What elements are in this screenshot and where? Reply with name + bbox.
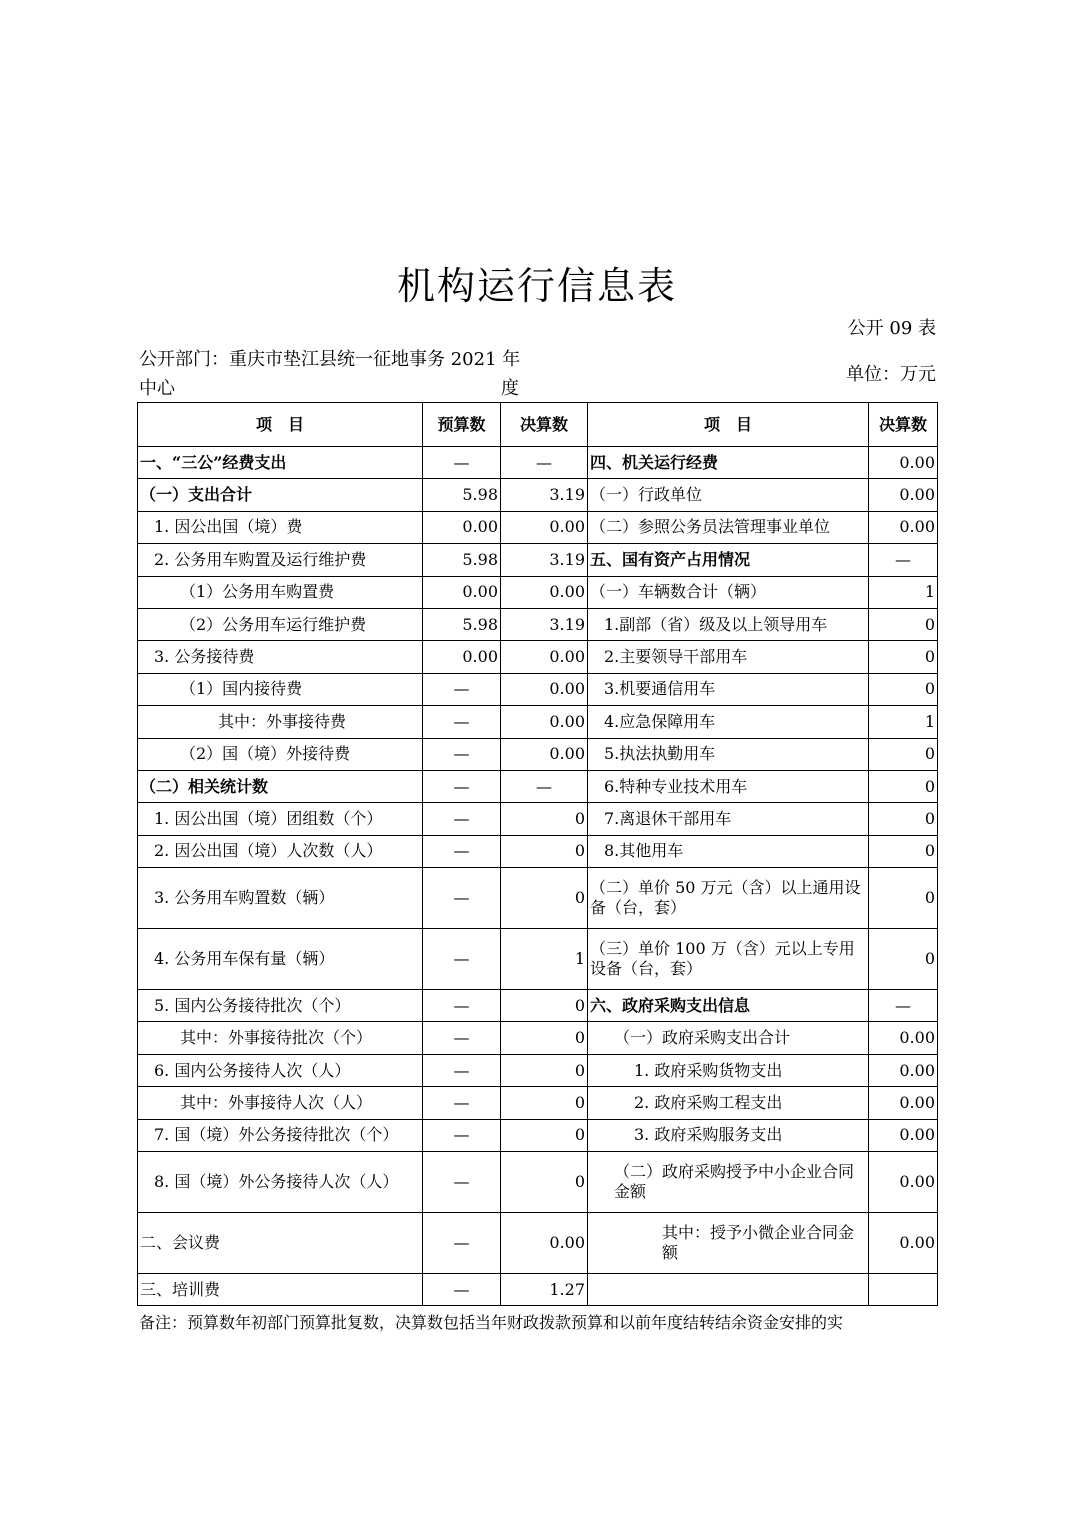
row-budget: —: [423, 738, 501, 770]
row-final: —: [501, 447, 588, 479]
row-final: 0.00: [501, 1213, 588, 1274]
row-label: （1）公务用车购置费: [138, 576, 423, 608]
right-label: 1.副部（省）级及以上领导用车: [588, 608, 869, 640]
right-value: —: [869, 990, 938, 1022]
right-value: 0: [869, 803, 938, 835]
right-value: 0: [869, 770, 938, 802]
row-budget: —: [423, 835, 501, 867]
right-value: 0: [869, 673, 938, 705]
right-label: 五、国有资产占用情况: [588, 544, 869, 576]
row-final: 0.00: [501, 511, 588, 543]
row-budget: —: [423, 770, 501, 802]
row-label: 其中：外事接待批次（个）: [138, 1022, 423, 1054]
row-label: 3. 公务用车购置数（辆）: [138, 868, 423, 929]
row-budget: —: [423, 1213, 501, 1274]
header-final-right: 决算数: [869, 403, 938, 447]
row-final: 0: [501, 1054, 588, 1086]
table-row: [138, 1152, 938, 1213]
row-budget: —: [423, 990, 501, 1022]
table-row: [138, 990, 938, 1022]
row-label: 8. 国（境）外公务接待人次（人）: [138, 1152, 423, 1213]
right-label: 3. 政府采购服务支出: [588, 1119, 869, 1151]
row-budget: —: [423, 1274, 501, 1306]
table-row: [138, 576, 938, 608]
row-label: （2）公务用车运行维护费: [138, 608, 423, 640]
table-row: [138, 929, 938, 990]
row-final: 3.19: [501, 544, 588, 576]
right-label: 六、政府采购支出信息: [588, 990, 869, 1022]
row-final: 0: [501, 1022, 588, 1054]
row-label: 4. 公务用车保有量（辆）: [138, 929, 423, 990]
right-value: 0.00: [869, 511, 938, 543]
row-final: 3.19: [501, 479, 588, 511]
header-budget: 预算数: [423, 403, 501, 447]
right-label: 2.主要领导干部用车: [588, 641, 869, 673]
right-value: 0.00: [869, 1213, 938, 1274]
row-budget: 0.00: [423, 641, 501, 673]
row-label: （2）国（境）外接待费: [138, 738, 423, 770]
right-label: （二）参照公务员法管理事业单位: [588, 511, 869, 543]
row-label: 二、会议费: [138, 1213, 423, 1274]
right-label: 1. 政府采购货物支出: [588, 1054, 869, 1086]
right-value: 0: [869, 641, 938, 673]
row-final: 0: [501, 803, 588, 835]
row-label: （1）国内接待费: [138, 673, 423, 705]
row-label: 3. 公务接待费: [138, 641, 423, 673]
row-label: 2. 因公出国（境）人次数（人）: [138, 835, 423, 867]
table-row: [138, 511, 938, 543]
row-budget: 0.00: [423, 576, 501, 608]
table-row: [138, 1022, 938, 1054]
form-number: 公开 09 表: [847, 318, 936, 339]
right-label: 6.特种专业技术用车: [588, 770, 869, 802]
right-label: 四、机关运行经费: [588, 447, 869, 479]
row-label: 2. 公务用车购置及运行维护费: [138, 544, 423, 576]
row-label: 三、培训费: [138, 1274, 423, 1306]
header-item-right: 项 目: [588, 403, 869, 447]
right-value: 0: [869, 608, 938, 640]
row-label: 7. 国（境）外公务接待批次（个）: [138, 1119, 423, 1151]
right-label: （一）车辆数合计（辆）: [588, 576, 869, 608]
right-label: 8.其他用车: [588, 835, 869, 867]
right-label: （三）单价 100 万（含）元以上专用设备（台，套）: [588, 929, 869, 990]
table-row: [138, 868, 938, 929]
row-label: 其中：外事接待人次（人）: [138, 1087, 423, 1119]
table-row: [138, 770, 938, 802]
row-final: —: [501, 770, 588, 802]
row-final: 0: [501, 835, 588, 867]
row-budget: 5.98: [423, 608, 501, 640]
right-label: 4.应急保障用车: [588, 706, 869, 738]
table-row: [138, 608, 938, 640]
row-final: 1: [501, 929, 588, 990]
right-value: 0.00: [869, 1054, 938, 1086]
header-item: 项 目: [138, 403, 423, 447]
row-budget: —: [423, 1022, 501, 1054]
row-final: 0.00: [501, 576, 588, 608]
row-final: 3.19: [501, 608, 588, 640]
row-budget: 0.00: [423, 511, 501, 543]
table-row: [138, 544, 938, 576]
table-row: [138, 706, 938, 738]
row-label: （一）支出合计: [138, 479, 423, 511]
department-label: 公开部门：重庆市垫江县统一征地事务 2021 年: [139, 349, 521, 370]
row-final: 0.00: [501, 706, 588, 738]
table-row: [138, 447, 938, 479]
table-row: [138, 673, 938, 705]
row-final: 0: [501, 1087, 588, 1119]
row-label: （二）相关统计数: [138, 770, 423, 802]
row-label: 一、“三公”经费支出: [138, 447, 423, 479]
right-label: 其中：授予小微企业合同金额: [588, 1213, 869, 1274]
row-final: 0.00: [501, 641, 588, 673]
right-label: 5.执法执勤用车: [588, 738, 869, 770]
right-value: 0.00: [869, 1152, 938, 1213]
table-row: [138, 1274, 938, 1306]
unit-label: 单位：万元: [846, 364, 936, 385]
row-budget: —: [423, 1152, 501, 1213]
right-value: 0.00: [869, 1119, 938, 1151]
header-final: 决算数: [501, 403, 588, 447]
right-value: 0.00: [869, 1087, 938, 1119]
right-value: 0: [869, 738, 938, 770]
row-budget: 5.98: [423, 544, 501, 576]
right-label: （二）单价 50 万元（含）以上通用设备（台，套）: [588, 868, 869, 929]
table-row: [138, 738, 938, 770]
row-budget: —: [423, 929, 501, 990]
right-value: 0.00: [869, 447, 938, 479]
row-label: 1. 因公出国（境）团组数（个）: [138, 803, 423, 835]
right-label: （二）政府采购授予中小企业合同金额: [588, 1152, 869, 1213]
right-value: 1: [869, 576, 938, 608]
page-title: 机构运行信息表: [396, 264, 677, 308]
right-label: （一）政府采购支出合计: [588, 1022, 869, 1054]
right-value: 0: [869, 835, 938, 867]
year-suffix: 度: [501, 378, 519, 399]
row-budget: —: [423, 706, 501, 738]
row-budget: —: [423, 803, 501, 835]
table-header-row: [138, 403, 938, 447]
right-label: 2. 政府采购工程支出: [588, 1087, 869, 1119]
row-final: 0.00: [501, 738, 588, 770]
row-final: 0: [501, 868, 588, 929]
row-label: 6. 国内公务接待人次（人）: [138, 1054, 423, 1086]
table-row: [138, 479, 938, 511]
right-value: [869, 1274, 938, 1306]
footnote: 备注：预算数年初部门预算批复数，决算数包括当年财政拨款预算和以前年度结转结余资金安排的实: [139, 1313, 844, 1332]
row-final: 0: [501, 1152, 588, 1213]
row-label: 1. 因公出国（境）费: [138, 511, 423, 543]
table-row: [138, 1087, 938, 1119]
row-final: 0: [501, 990, 588, 1022]
table-row: [138, 835, 938, 867]
table-row: [138, 1119, 938, 1151]
row-budget: —: [423, 1119, 501, 1151]
row-budget: —: [423, 447, 501, 479]
info-table: [137, 402, 938, 1306]
row-label: 其中：外事接待费: [138, 706, 423, 738]
table-row: [138, 1054, 938, 1086]
table-row: [138, 1213, 938, 1274]
row-budget: —: [423, 1054, 501, 1086]
right-value: 0: [869, 868, 938, 929]
department-label-cont: 中心: [139, 378, 175, 399]
right-value: —: [869, 544, 938, 576]
right-label: 3.机要通信用车: [588, 673, 869, 705]
row-final: 0: [501, 1119, 588, 1151]
right-label: 7.离退休干部用车: [588, 803, 869, 835]
row-budget: —: [423, 1087, 501, 1119]
row-budget: —: [423, 868, 501, 929]
table-row: [138, 641, 938, 673]
right-value: 0.00: [869, 1022, 938, 1054]
right-label: （一）行政单位: [588, 479, 869, 511]
row-label: 5. 国内公务接待批次（个）: [138, 990, 423, 1022]
right-value: 0.00: [869, 479, 938, 511]
row-final: 0.00: [501, 673, 588, 705]
right-label: [588, 1274, 869, 1306]
table-row: [138, 803, 938, 835]
row-budget: 5.98: [423, 479, 501, 511]
row-budget: —: [423, 673, 501, 705]
row-final: 1.27: [501, 1274, 588, 1306]
right-value: 0: [869, 929, 938, 990]
right-value: 1: [869, 706, 938, 738]
